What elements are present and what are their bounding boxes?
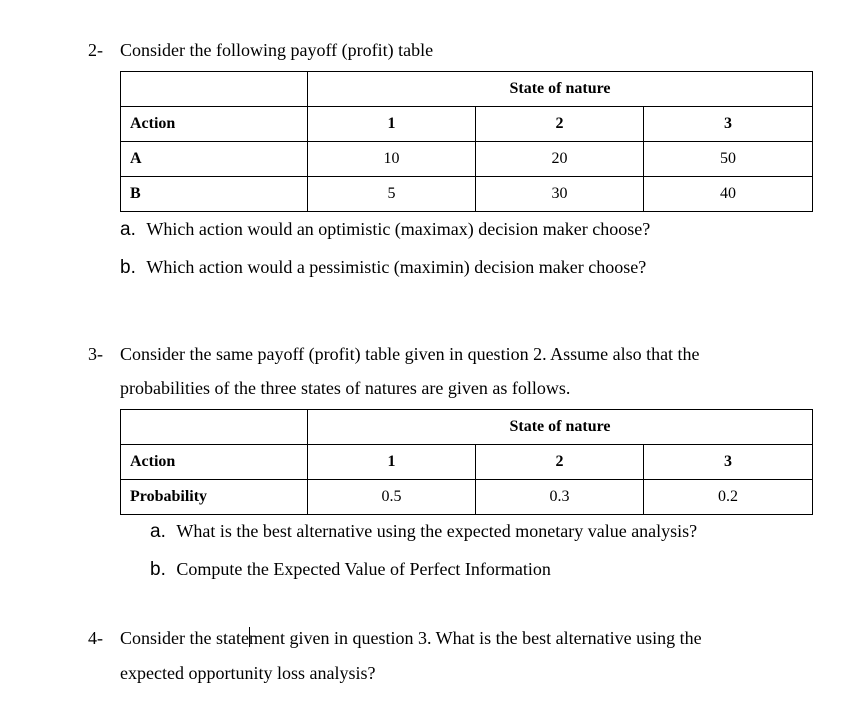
table-cell: 5	[308, 177, 476, 212]
table-corner-cell	[121, 72, 308, 107]
question-2-text: Consider the following payoff (profit) table	[120, 40, 434, 60]
part-marker: a.	[120, 219, 136, 240]
action-header: Action	[121, 107, 308, 142]
action-header: Action	[121, 445, 308, 480]
table-row	[121, 142, 813, 177]
question-4-number: 4-	[88, 628, 103, 648]
state-3-header: 3	[644, 445, 813, 480]
question-2-part-b	[120, 256, 646, 279]
part-text: Which action would an optimistic (maximax) decision maker choose?	[146, 219, 651, 239]
table-states-row	[121, 445, 813, 480]
table-states-row	[121, 107, 813, 142]
probability-table-q3	[120, 409, 813, 515]
question-4-text-part1: Consider the state	[120, 628, 249, 648]
question-4-text-line1	[120, 627, 702, 649]
state-2-header: 2	[476, 107, 644, 142]
table-cell: 20	[476, 142, 644, 177]
question-4-text-part2: ment given in question 3. What is the best alternative using the	[248, 628, 702, 648]
table-cell: 10	[308, 142, 476, 177]
table-cell: 40	[644, 177, 813, 212]
state-of-nature-header: State of nature	[308, 72, 813, 107]
table-row	[121, 177, 813, 212]
table-header-row	[121, 72, 813, 107]
question-3-text-line2: probabilities of the three states of natures are given as follows.	[120, 378, 571, 398]
table-corner-cell	[121, 410, 308, 445]
state-1-header: 1	[308, 445, 476, 480]
part-text: Which action would a pessimistic (maximin) decision maker choose?	[146, 257, 647, 277]
part-marker: a.	[150, 521, 166, 542]
part-marker: b.	[120, 257, 136, 278]
probability-label: Probability	[121, 480, 308, 515]
question-4-line2	[120, 662, 375, 684]
action-a-label: A	[121, 142, 308, 177]
question-2-part-a	[120, 218, 650, 241]
table-cell: 30	[476, 177, 644, 212]
part-text: Compute the Expected Value of Perfect Information	[176, 559, 551, 579]
table-cell: 50	[644, 142, 813, 177]
question-3-part-a	[150, 520, 697, 543]
table-header-row	[121, 410, 813, 445]
state-3-header: 3	[644, 107, 813, 142]
state-2-header: 2	[476, 445, 644, 480]
question-3-number: 3-	[88, 344, 103, 364]
question-3-part-b	[150, 558, 551, 581]
state-1-header: 1	[308, 107, 476, 142]
part-text: What is the best alternative using the expected monetary value analysis?	[176, 521, 698, 541]
question-3-text-line1: Consider the same payoff (profit) table given in question 2. Assume also that the	[120, 344, 700, 364]
state-of-nature-header: State of nature	[308, 410, 813, 445]
question-4-text-line2: expected opportunity loss analysis?	[120, 663, 376, 683]
question-2-number: 2-	[88, 40, 103, 60]
table-cell: 0.5	[308, 480, 476, 515]
action-b-label: B	[121, 177, 308, 212]
question-3-line2	[120, 377, 570, 399]
part-marker: b.	[150, 559, 166, 580]
payoff-table-q2	[120, 71, 813, 212]
table-cell: 0.2	[644, 480, 813, 515]
table-row	[121, 480, 813, 515]
table-cell: 0.3	[476, 480, 644, 515]
